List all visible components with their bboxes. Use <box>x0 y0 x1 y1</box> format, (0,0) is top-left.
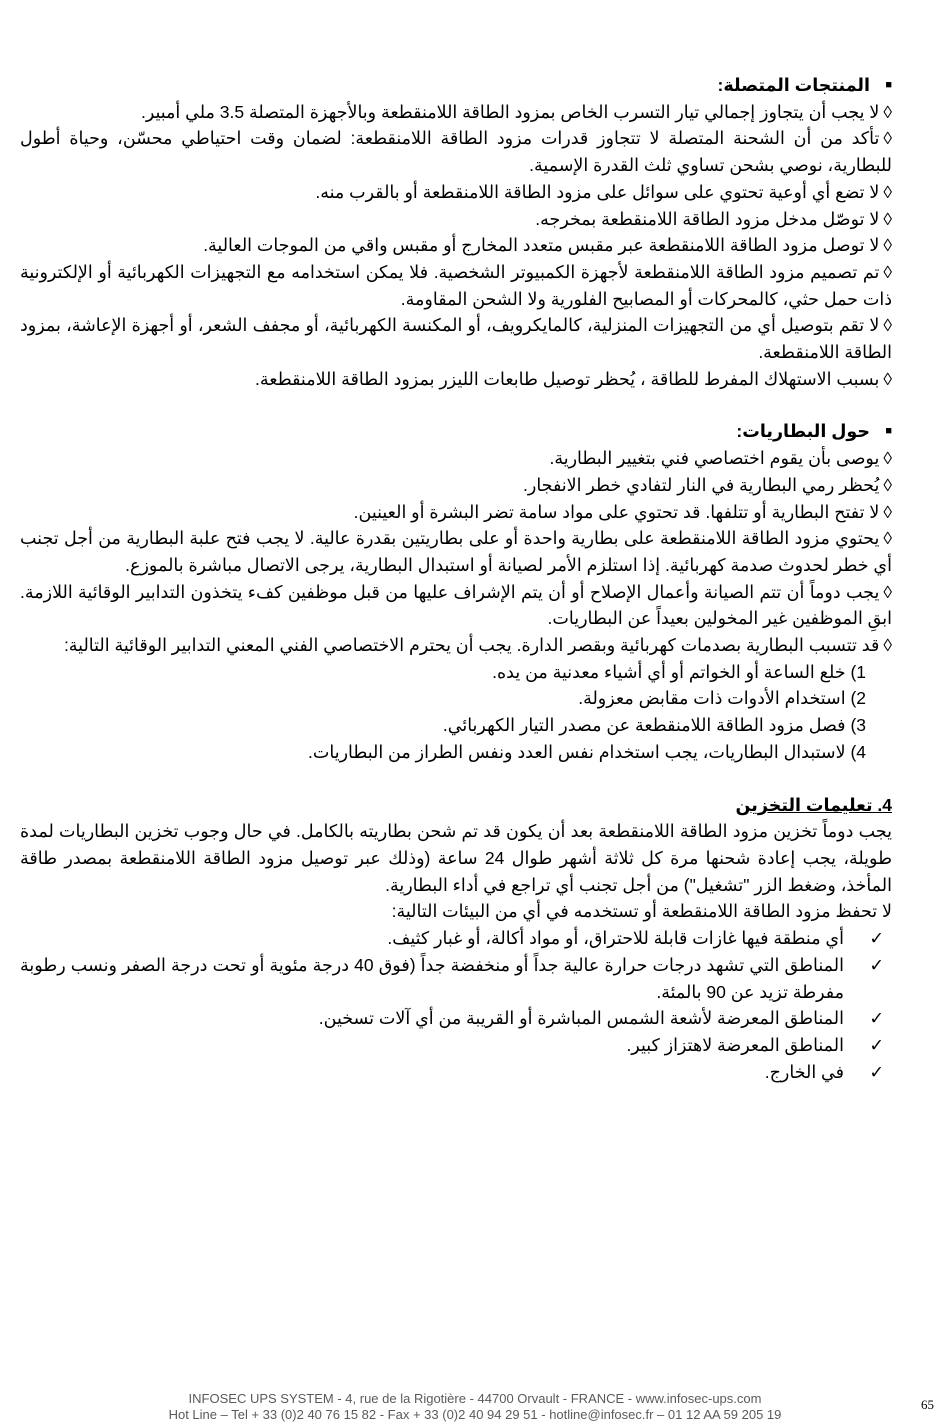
square-bullet-icon: ■ <box>885 79 892 91</box>
connected-products-item: ◊ لا توصل مزود الطاقة اللامنقطعة عبر مقبس متعدد المخارج أو مقبس واقي من الموجات العالية. <box>20 232 892 259</box>
step-text: خلع الساعة أو الخواتم أو أي أشياء معدنية من يده. <box>492 661 846 682</box>
batteries-item: ◊ يجب دوماً أن تتم الصيانة وأعمال الإصلاح أو أن يتم الإشراف عليها من قبل موظفين كفء يتخذون التدابير الوقائية اللازمة. ابقِ الموظفين غير المخولين بعيداً عن البطاريات. <box>20 579 892 632</box>
storage-item-text: المناطق المعرضة لأشعة الشمس المباشرة أو القريبة من أي آلات تسخين. <box>318 1008 844 1029</box>
spacer <box>20 392 892 418</box>
storage-item-text: المناطق المعرضة لاهتزاز كبير. <box>626 1034 844 1055</box>
checkmark-icon: ✓ <box>869 1008 884 1029</box>
step-number: 2) <box>850 688 866 709</box>
connected-products-heading <box>20 72 892 99</box>
spacer <box>20 766 892 792</box>
storage-paragraph: يجب دوماً تخزين مزود الطاقة اللامنقطعة بعد أن يكون قد تم شحن بطاريته بالكامل. في حال وجوب تخزين البطاريات لمدة طويلة، يجب إعادة شحنها مرة كل ثلاثة أشهر طوال 24 ساعة (وذلك عبر توصيل مزود الطاقة اللامنقطعة بمصدر طاقة المأخذ، وضغط الزر "تشغيل") من أجل تجنب أي تراجع في أداء البطارية. <box>20 821 893 895</box>
batteries-item: ◊ يوصى بأن يقوم اختصاصي فني بتغيير البطارية. <box>20 445 892 472</box>
connected-products-item: ◊ لا توصّل مدخل مزود الطاقة اللامنقطعة بمخرجه. <box>20 206 892 233</box>
page-number: 65 <box>921 1397 934 1412</box>
document-body <box>20 72 892 1085</box>
connected-products-item: ◊ تم تصميم مزود الطاقة اللامنقطعة لأجهزة الكمبيوتر الشخصية. فلا يمكن استخدامه مع التجهيزات الكهربائية أو الإلكترونية ذات حمل حثي، كالمحركات أو المصابيح الفلورية ولا الشحن المقاومة. <box>20 259 892 312</box>
battery-step <box>20 685 892 712</box>
storage-item <box>20 952 892 1005</box>
batteries-title: حول البطاريات: <box>736 421 870 442</box>
connected-products-title: المنتجات المتصلة: <box>717 75 870 95</box>
connected-products-item: ◊ بسبب الاستهلاك المفرط للطاقة ، يُحظر توصيل طابعات الليزر بمزود الطاقة اللامنقطعة. <box>20 366 892 393</box>
checkmark-icon: ✓ <box>869 928 884 949</box>
page-footer <box>0 1391 950 1423</box>
step-text: لاستبدال البطاريات، يجب استخدام نفس العدد ونفس الطراز من البطاريات. <box>308 741 846 762</box>
footer-address: INFOSEC UPS SYSTEM - 4, rue de la Rigotière - 44700 Orvault - FRANCE - www.infosec-ups.com <box>188 1391 762 1406</box>
storage-item <box>20 1059 892 1086</box>
square-bullet-icon: ■ <box>885 425 892 438</box>
storage-item-text: المناطق التي تشهد درجات حرارة عالية جداً أو منخفضة جداً (فوق 40 درجة مئوية أو تحت درجة الصفر ونسب رطوبة مفرطة تزيد عن 90 بالمئة. <box>20 954 844 1002</box>
battery-step <box>20 739 892 766</box>
connected-products-item: ◊ تأكد من أن الشحنة المتصلة لا تتجاوز قدرات مزود الطاقة اللامنقطعة: لضمان وقت احتياطي محسّن، وحياة أطول للبطارية، نوصي بشحن تساوي ثلث القدرة الإسمية. <box>20 125 892 178</box>
connected-products-item: ◊ لا يجب أن يتجاوز إجمالي تيار التسرب الخاص بمزود الطاقة اللامنقطعة وبالأجهزة المتصلة 3.5 ملي أمبير. <box>20 99 892 126</box>
storage-item-text: في الخارج. <box>764 1061 844 1082</box>
battery-step <box>20 712 892 739</box>
battery-step <box>20 659 892 686</box>
storage-item <box>20 1005 892 1032</box>
step-number: 1) <box>850 661 866 682</box>
step-number: 4) <box>850 741 866 762</box>
batteries-heading <box>20 418 892 445</box>
storage-item <box>20 1032 892 1059</box>
batteries-item: ◊ يحتوي مزود الطاقة اللامنقطعة على بطارية واحدة أو على بطاريتين بقدرة عالية. لا يجب فتح علبة البطارية من أجل تجنب أي خطر لحدوث صدمة كهربائية. إذا استلزم الأمر لصيانة أو استبدال البطارية، يرجى الاتصال مباشرة بالموزع. <box>20 525 892 578</box>
connected-products-item: ◊ لا تقم بتوصيل أي من التجهيزات المنزلية، كالمايكرويف، أو المكنسة الكهربائية، أو مجفف الشعر، أو أجهزة الإعاشة، بمزود الطاقة اللامنقطعة. <box>20 312 892 365</box>
step-number: 3) <box>850 715 866 736</box>
batteries-item: ◊ لا تفتح البطارية أو تتلفها. قد تحتوي على مواد سامة تضر البشرة أو العينين. <box>20 499 892 526</box>
step-text: استخدام الأدوات ذات مقابض معزولة. <box>578 688 846 709</box>
storage-item-text: أي منطقة فيها غازات قابلة للاحتراق، أو مواد أكالة، أو غبار كثيف. <box>387 928 844 949</box>
footer-contact: Hot Line – Tel + 33 (0)2 40 76 15 82 - Fax + 33 (0)2 40 94 29 51 - hotline@infosec.fr – 01 12 AA 59 205 19 <box>168 1407 782 1422</box>
step-text: فصل مزود الطاقة اللامنقطعة عن مصدر التيار الكهربائي. <box>442 715 846 736</box>
batteries-item: ◊ يُحظر رمي البطارية في النار لتفادي خطر الانفجار. <box>20 472 892 499</box>
connected-products-item: ◊ لا تضع أي أوعية تحتوي على سوائل على مزود الطاقة اللامنقطعة أو بالقرب منه. <box>20 179 892 206</box>
checkmark-icon: ✓ <box>869 1061 884 1082</box>
checkmark-icon: ✓ <box>869 1034 884 1055</box>
storage-item <box>20 925 892 952</box>
checkmark-icon: ✓ <box>869 954 884 975</box>
batteries-item: ◊ قد تتسبب البطارية بصدمات كهربائية وبقصر الدارة. يجب أن يحترم الاختصاصي الفني المعني التدابير الوقائية التالية: <box>20 632 892 659</box>
storage-heading: 4. تعليمات التخزين <box>735 794 892 815</box>
storage-intro: لا تحفظ مزود الطاقة اللامنقطعة أو تستخدمه في أي من البيئات التالية: <box>391 901 892 922</box>
